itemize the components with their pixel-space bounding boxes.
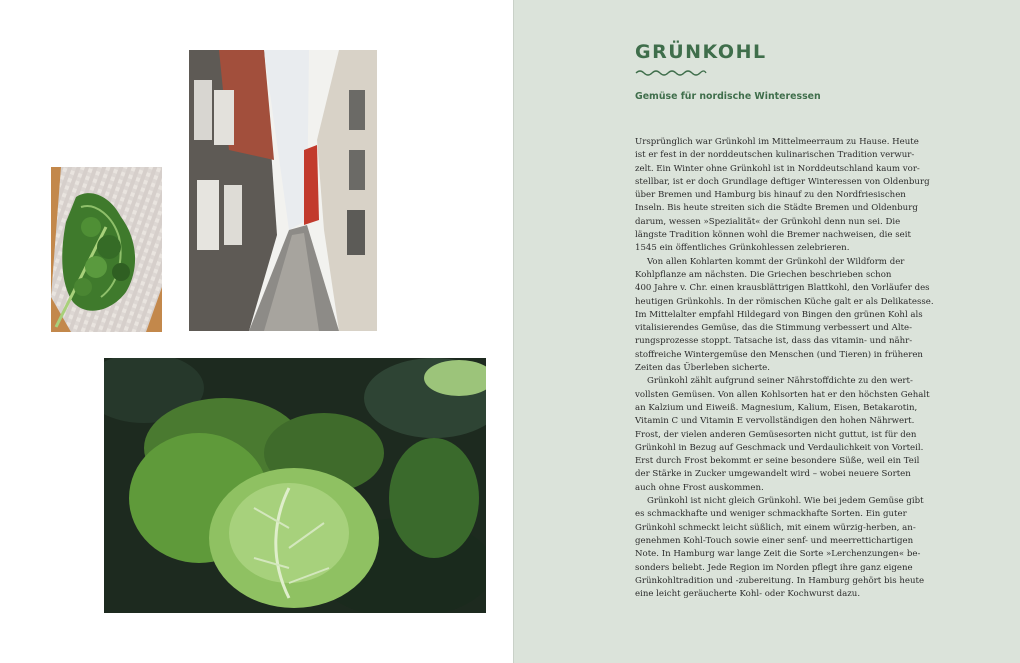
body-line: an Kalzium und Eiweiß. Magnesium, Kalium, Eisen, Betakarotin,: [635, 402, 918, 413]
body-line: Grünkohl schmeckt leicht süßlich, mit einem würzig-herben, an-: [635, 522, 916, 533]
decorative-wave-divider: [635, 68, 707, 78]
body-line: Kohlpflanze am nächsten. Die Griechen beschrieben schon: [635, 269, 892, 280]
body-line: Erst durch Frost bekommt er seine besondere Süße, weil ein Teil: [635, 456, 920, 467]
body-line: darum, wessen »Spezialität« der Grünkohl denn nun sei. Die: [635, 216, 901, 227]
old-town-street-photo: [189, 50, 377, 331]
body-line: stellbar, ist er doch Grundlage deftiger Winteressen von Oldenburg: [635, 176, 930, 187]
body-line: auch ohne Frost auskommen.: [635, 482, 764, 493]
article-subtitle: Gemüse für nordische Winteressen: [635, 91, 821, 102]
body-line: genehmen Kohl-Touch sowie einer senf- und meerrettichartigen: [635, 535, 914, 546]
body-line: es schmackhafte und weniger schmackhafte Sorten. Ein guter: [635, 509, 907, 520]
body-line: eine leicht geräucherte Kohl- oder Kochwurst dazu.: [635, 589, 861, 600]
body-line: Zeiten das Überleben sicherte.: [635, 363, 770, 374]
body-line: Frost, der vielen anderen Gemüsesorten nicht guttut, ist für den: [635, 429, 917, 440]
body-line: heutigen Grünkohls. In der römischen Küche galt er als Delikatesse.: [635, 296, 934, 307]
body-line: 400 Jahre v. Chr. einen krausblättrigen Blattkohl, den Vorläufer des: [635, 283, 930, 294]
body-line: Inseln. Bis heute streiten sich die Städte Bremen und Oldenburg: [635, 203, 918, 214]
article-title: GRÜNKOHL: [635, 41, 767, 63]
body-line: Grünkohl zählt aufgrund seiner Nährstoffdichte zu den wert-: [647, 376, 913, 387]
body-line: Grünkohl ist nicht gleich Grünkohl. Wie bei jedem Gemüse gibt: [647, 496, 924, 507]
body-line: Ursprünglich war Grünkohl im Mittelmeerraum zu Hause. Heute: [635, 137, 919, 147]
kale-on-towel-photo: [51, 167, 162, 332]
body-line: Vitamin C und Vitamin E vervollständigen den hohen Nährwert.: [635, 416, 915, 427]
body-line: vitalisierendes Gemüse, das die Stimmung verbessert und Alte-: [635, 323, 913, 334]
body-line: vollsten Gemüsen. Von allen Kohlsorten hat er den höchsten Gehalt: [635, 389, 930, 400]
body-line: längste Tradition können wohl die Bremer nachweisen, die seit: [635, 230, 911, 241]
body-line: 1545 ein öffentliches Grünkohlessen zelebrieren.: [635, 243, 850, 254]
body-line: der Stärke in Zucker umgewandelt wird – wobei neuere Sorten: [635, 469, 911, 480]
body-line: Grünkohltradition und -zubereitung. In Hamburg gehört bis heute: [635, 575, 925, 586]
body-line: ist er fest in der norddeutschen kulinarischen Tradition verwur-: [635, 150, 915, 161]
body-line: Im Mittelalter empfahl Hildegard von Bingen den grünen Kohl als: [635, 309, 923, 320]
body-line: Grünkohl in Bezug auf Geschmack und Verdaulichkeit von Vorteil.: [635, 442, 924, 453]
body-line: stoffreiche Wintergemüse den Menschen (und Tieren) in früheren: [635, 349, 923, 360]
savoy-cabbage-photo: [104, 358, 486, 613]
article-body: [635, 136, 935, 601]
body-line: zelt. Ein Winter ohne Grünkohl ist in Norddeutschland kaum vor-: [635, 163, 920, 174]
body-line: Note. In Hamburg war lange Zeit die Sorte »Lerchenzungen« be-: [635, 549, 921, 560]
body-line: rungsprozesse stoppt. Tatsache ist, dass das vitamin- und nähr-: [635, 336, 913, 347]
body-line: Von allen Kohlarten kommt der Grünkohl der Wildform der: [647, 256, 905, 267]
right-page: [513, 0, 1020, 663]
body-line: sonders beliebt. Jede Region im Norden pflegt ihre ganz eigene: [635, 562, 913, 573]
body-line: über Bremen und Hamburg bis hinauf zu den Nordfriesischen: [635, 190, 906, 201]
